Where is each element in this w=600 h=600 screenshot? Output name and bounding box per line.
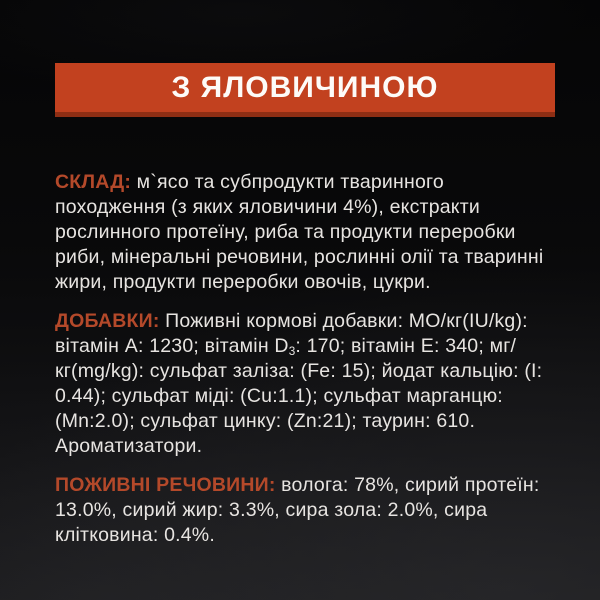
nutrients-label: ПОЖИВНІ РЕЧОВИНИ: bbox=[55, 474, 276, 496]
composition-label: СКЛАД: bbox=[55, 171, 132, 193]
additives-flavorings-line: Ароматизатори. bbox=[55, 435, 203, 457]
composition-section bbox=[55, 170, 557, 295]
additives-section bbox=[55, 309, 557, 459]
flavor-banner bbox=[55, 63, 555, 117]
vitamin-d3-subscript: 3 bbox=[288, 345, 296, 359]
nutrients-text: волога: 78%, сирий протеїн: 13.0%, сирий жир: 3.3%, сира зола: 2.0%, сира клітковина: 0.4%. bbox=[55, 474, 540, 546]
additives-text-before-subscript: Поживні кормові добавки: МО/кг(IU/kg): вітамін A: 1230; вітамін D bbox=[55, 310, 528, 357]
composition-text: м`ясо та субпродукти тваринного походження (з яких яловичини 4%), екстракти рослинного протеїну, риба та продукти переробки риби, мінеральні речовини, рослинні олії та тваринні жири, продукти переробки овочів, цукри. bbox=[55, 171, 544, 293]
label-content bbox=[55, 170, 557, 562]
nutrients-section bbox=[55, 473, 557, 548]
additives-label: ДОБАВКИ: bbox=[55, 310, 160, 332]
flavor-banner-title: З ЯЛОВИЧИНОЮ bbox=[171, 70, 439, 104]
additives-text-after-subscript: : 170; вітамін E: 340; мг/кг(mg/kg): сульфат заліза: (Fe: 15); йодат кальцію: (I: 0.44); сульфат міді: (Cu:1.1); сульфат марганцю: (Mn:2.0); сульфат цинку: (Zn:21); таурин: 610. bbox=[55, 335, 543, 432]
